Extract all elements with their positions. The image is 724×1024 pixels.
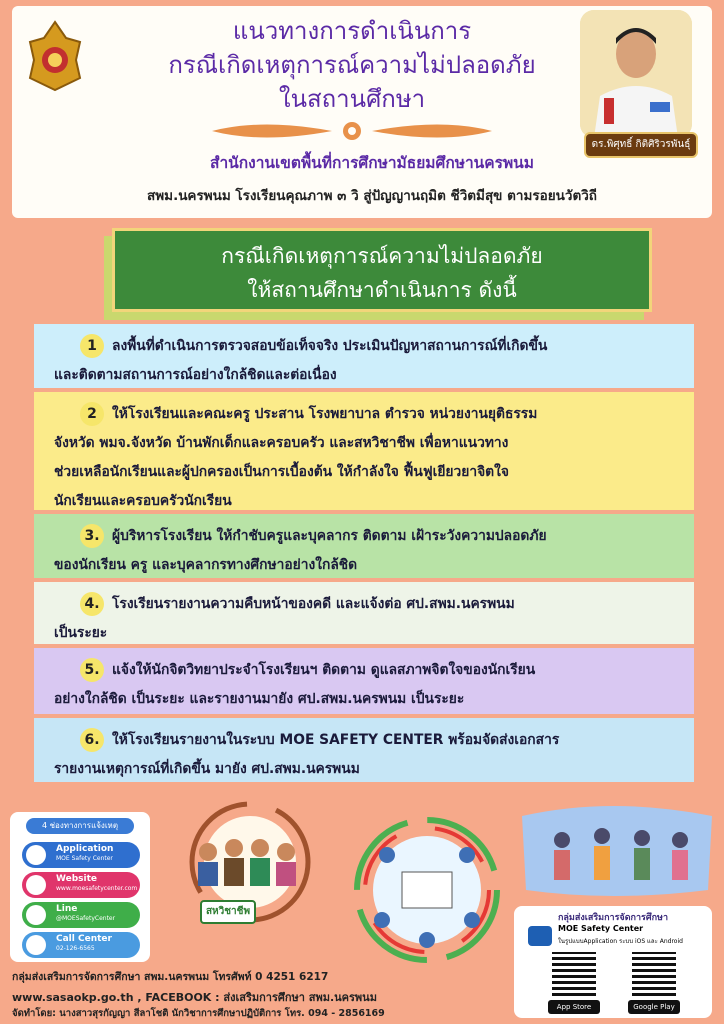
app-icon <box>26 845 46 865</box>
app-download-card <box>514 906 712 1018</box>
instructions-banner <box>112 228 652 312</box>
coordination-diagram-illustration <box>342 810 512 970</box>
app-store-badge[interactable]: App Store <box>548 1000 600 1014</box>
step-item-6 <box>34 718 694 782</box>
card-title: กลุ่มส่งเสริมการจัดการศึกษา <box>557 913 669 923</box>
title-line-1: แนวทางการดำเนินการ <box>232 17 472 45</box>
line-chat-icon <box>26 905 46 925</box>
step-item-1 <box>34 324 694 388</box>
step-item-3 <box>34 514 694 578</box>
google-play-badge[interactable]: Google Play <box>628 1000 680 1014</box>
footer-credit: จัดทำโดย: นางสาวสุรกัญญา สีลาโชติ นักวิชาการศึกษาปฏิบัติการ โทร. 094 - 2856169 <box>12 1008 385 1019</box>
step-text: จังหวัด พมจ.จังหวัด บ้านพักเด็กและครอบครัว และสหวิชาชีพ เพื่อหาแนวทาง <box>54 435 509 451</box>
step-text: นักเรียนและครอบครัวนักเรียน <box>54 493 232 509</box>
channel-title: Application <box>56 844 114 854</box>
meeting-illustration <box>512 806 718 898</box>
channel-application[interactable] <box>22 842 140 868</box>
moe-logo-icon <box>528 926 552 946</box>
channel-sub: www.moesafetycenter.com <box>56 885 138 892</box>
step-text: ให้โรงเรียนและคณะครู ประสาน โรงพยาบาล ตำรวจ หน่วยงานยุติธรรม <box>112 406 538 422</box>
footer-website: www.sasaokp.go.th , FACEBOOK : ส่งเสริมการศึกษา สพม.นครพนม <box>12 991 377 1004</box>
step-number: 2 <box>80 402 104 426</box>
channel-sub: @MOESafetyCenter <box>56 915 116 922</box>
step-number: 6. <box>80 728 104 752</box>
channel-call-center[interactable] <box>22 932 140 958</box>
title-line-3: ในสถานศึกษา <box>278 85 426 113</box>
step-text: ช่วยเหลือนักเรียนและผู้ปกครองเป็นการเบื้องต้น ให้กำลังใจ ฟื้นฟูเยียวยาจิตใจ <box>54 464 509 480</box>
step-number: 5. <box>80 658 104 682</box>
qr-code-android-icon[interactable] <box>632 952 676 996</box>
channel-title: Website <box>56 874 98 884</box>
reporting-channels-card <box>10 812 150 962</box>
step-text: และติดตามสถานการณ์อย่างใกล้ชิดและต่อเนื่อง <box>54 367 337 383</box>
channel-sub: MOE Safety Center <box>56 855 113 862</box>
step-item-4 <box>34 582 694 644</box>
person-portrait-icon <box>580 10 692 138</box>
office-motto: สพม.นครพนม โรงเรียนคุณภาพ ๓ วิ สู่ปัญญานฤมิต ชีวิตมีสุข ตามรอยนวัตวิถี <box>147 188 597 204</box>
step-text: แจ้งให้นักจิตวิทยาประจำโรงเรียนฯ ติดตาม ดูแลสภาพจิตใจของนักเรียน <box>112 662 536 678</box>
director-name-tag: ดร.พิศุทธิ์ กิติศิริวรพันธุ์ <box>584 132 698 158</box>
channel-line[interactable] <box>22 902 140 928</box>
page-title <box>102 14 602 116</box>
app-note: ในรูปแบบApplication ระบบ iOS และ Android <box>558 938 683 945</box>
step-item-5 <box>34 648 694 714</box>
ornament-divider-icon <box>202 120 502 142</box>
step-number: 1 <box>80 334 104 358</box>
multidisciplinary-label: สหวิชาชีพ <box>200 900 256 924</box>
app-name: MOE Safety Center <box>558 924 644 933</box>
step-text: อย่างใกล้ชิด เป็นระยะ และรายงานมายัง ศป.สพม.นครพนม เป็นระยะ <box>54 691 465 707</box>
step-text: ผู้บริหารโรงเรียน ให้กำชับครูและบุคลากร ติดตาม เฝ้าระวังความปลอดภัย <box>112 528 547 544</box>
step-text: ของนักเรียน ครู และบุคลากรทางศึกษาอย่างใกล้ชิด <box>54 557 358 573</box>
title-line-2: กรณีเกิดเหตุการณ์ความไม่ปลอดภัย <box>168 51 536 79</box>
step-text: ให้โรงเรียนรายงานในระบบ MOE SAFETY CENTER พร้อมจัดส่งเอกสาร <box>112 732 560 748</box>
step-text: เป็นระยะ <box>54 625 108 641</box>
office-name: สำนักงานเขตพื้นที่การศึกษามัธยมศึกษานครพนม <box>209 154 534 172</box>
channel-website[interactable] <box>22 872 140 898</box>
step-item-2 <box>34 392 694 510</box>
channels-heading: 4 ช่องทางการแจ้งเหตุ <box>26 818 134 834</box>
channel-title: Call Center <box>56 934 112 944</box>
step-number: 4. <box>80 592 104 616</box>
step-text: โรงเรียนรายงานความคืบหน้าของคดี และแจ้งต่อ ศป.สพม.นครพนม <box>112 596 515 612</box>
step-text: ลงพื้นที่ดำเนินการตรวจสอบข้อเท็จจริง ประเมินปัญหาสถานการณ์ที่เกิดขึ้น <box>112 338 548 354</box>
channel-sub: 02-126-6565 <box>56 945 95 952</box>
banner-line-1: กรณีเกิดเหตุการณ์ความไม่ปลอดภัย <box>221 244 543 268</box>
qr-code-ios-icon[interactable] <box>552 952 596 996</box>
footer-contact: กลุ่มส่งเสริมการจัดการศึกษา สพม.นครพนม โทรศัพท์ 0 4251 6217 <box>12 971 329 983</box>
step-number: 3. <box>80 524 104 548</box>
director-portrait <box>580 10 692 138</box>
banner-line-2: ให้สถานศึกษาดำเนินการ ดังนี้ <box>247 278 517 302</box>
school-emblem-icon <box>26 20 84 92</box>
globe-icon <box>26 875 46 895</box>
channel-title: Line <box>56 904 78 914</box>
phone-icon <box>26 935 46 955</box>
step-text: รายงานเหตุการณ์ที่เกิดขึ้น มายัง ศป.สพม.นครพนม <box>54 761 360 777</box>
